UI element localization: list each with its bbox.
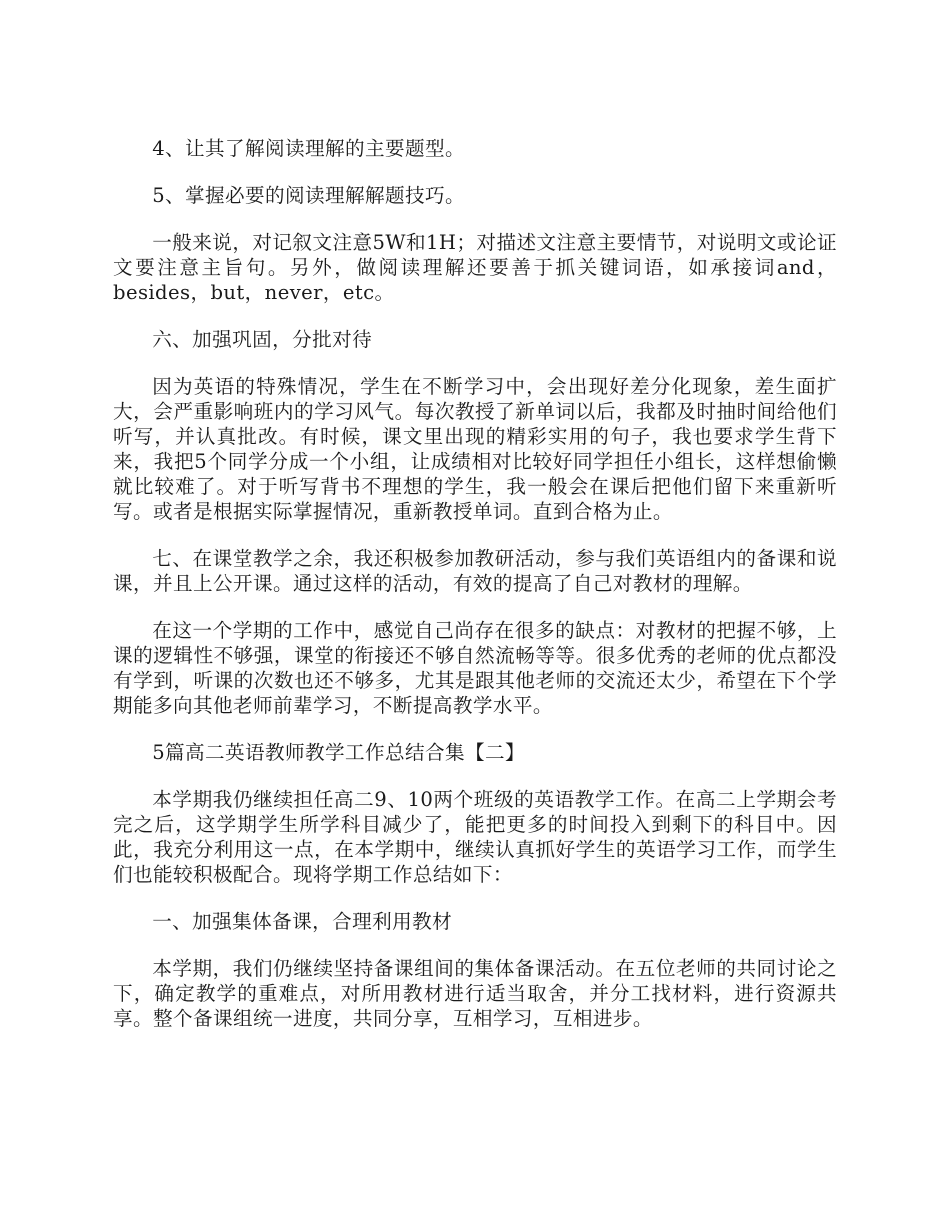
- intro-paragraph: 本学期我仍继续担任高二9、10两个班级的英语教学工作。在高二上学期会考完之后，这学期学生所学科目减少了，能把更多的时间投入到剩下的科目中。因此，我充分利用这一点，在本学期中，继续认真抓好学生的英语学习工作，而学生们也能较积极配合。现将学期工作总结如下：: [113, 788, 837, 886]
- reading-tips-paragraph: 一般来说，对记叙文注意5W和1H；对描述文注意主要情节，对说明文或论证文要注意主旨句。另外，做阅读理解还要善于抓关键词语，如承接词and，besides，but，never，etc。: [113, 231, 837, 304]
- section-heading-1: 一、加强集体备课，合理利用教材: [152, 910, 453, 933]
- document-body: [113, 136, 837, 1053]
- list-item-5: 5、掌握必要的阅读理解解题技巧。: [152, 184, 465, 207]
- part-two-title: 5篇高二英语教师教学工作总结合集【二】: [152, 741, 525, 764]
- consolidation-paragraph: 因为英语的特殊情况，学生在不断学习中，会出现好差分化现象，差生面扩大，会严重影响班内的学习风气。每次教授了新单词以后，我都及时抽时间给他们听写，并认真批改。有时候，课文里出现的精彩实用的句子，我也要求学生背下来，我把5个同学分成一个小组，让成绩相对比较好同学担任小组长，这样想偷懒就比较难了。对于听写背书不理想的学生，我一般会在课后把他们留下来重新听写。或者是根据实际掌握情况，重新教授单词。直到合格为止。: [113, 375, 837, 523]
- section-7-paragraph: 七、在课堂教学之余，我还积极参加教研活动，参与我们英语组内的备课和说课，并且上公开课。通过这样的活动，有效的提高了自己对教材的理解。: [113, 547, 837, 595]
- shortcomings-paragraph: 在这一个学期的工作中，感觉自己尚存在很多的缺点：对教材的把握不够，上课的逻辑性不够强，课堂的衔接还不够自然流畅等等。很多优秀的老师的优点都没有学到，听课的次数也还不够多，尤其是跟其他老师的交流还太少，希望在下个学期能多向其他老师前辈学习，不断提高教学水平。: [113, 619, 837, 717]
- section-heading-6: 六、加强巩固，分批对待: [152, 328, 373, 351]
- list-item-4: 4、让其了解阅读理解的主要题型。: [152, 137, 465, 160]
- collective-prep-paragraph: 本学期，我们仍继续坚持备课组间的集体备课活动。在五位老师的共同讨论之下，确定教学的重难点，对所用教材进行适当取舍，并分工找材料，进行资源共享。整个备课组统一进度，共同分享，互相学习，互相进步。: [113, 957, 837, 1030]
